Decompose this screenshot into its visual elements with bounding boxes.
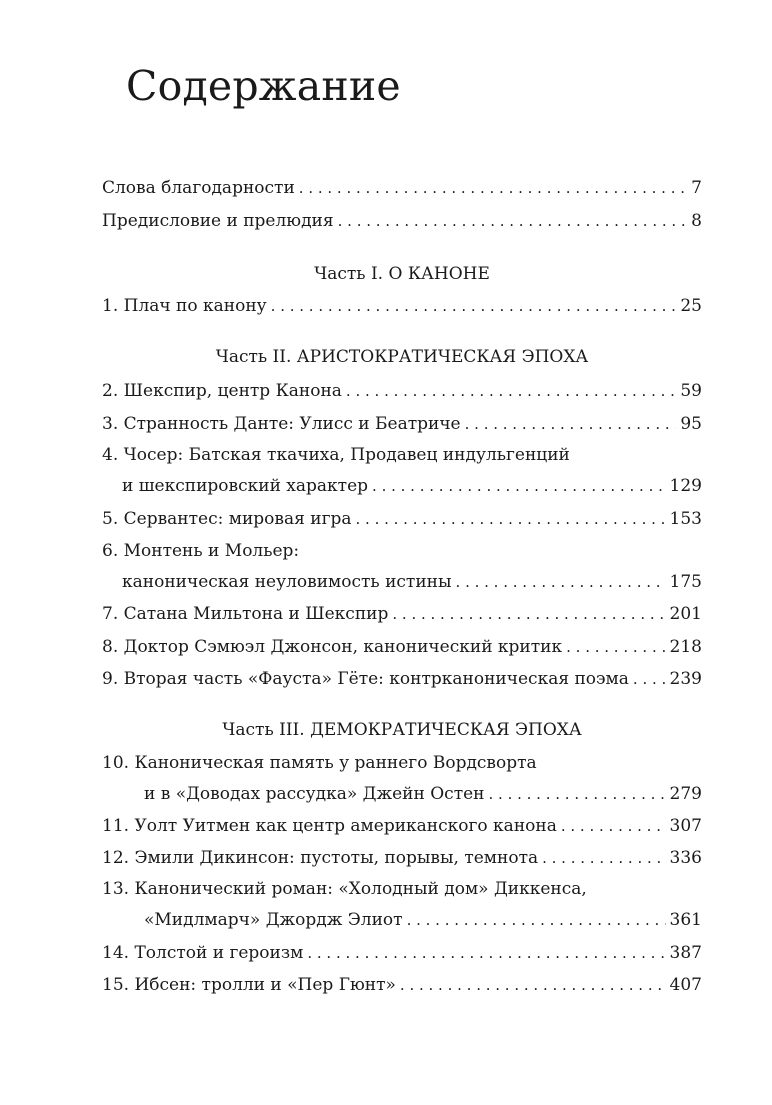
toc-entry-11[interactable] <box>102 815 702 837</box>
toc-entry-page: 387 <box>669 943 702 963</box>
toc-entry-page: 7 <box>691 178 702 198</box>
toc-entry-label: Предисловие и прелюдия <box>102 211 334 231</box>
toc-entry-page: 8 <box>691 211 702 231</box>
leader-dots <box>299 177 687 199</box>
toc-entry-page: 175 <box>669 572 702 592</box>
toc-entry-label: Слова благодарности <box>102 178 295 198</box>
toc-entry-label: 14. Толстой и героизм <box>102 943 304 963</box>
toc-entry-page: 218 <box>669 637 702 657</box>
part-heading-1: Часть I. О КАНОНЕ <box>314 264 490 284</box>
toc-entry-7[interactable] <box>102 603 702 625</box>
leader-dots <box>307 942 665 964</box>
toc-entry-label: 12. Эмили Дикинсон: пустоты, порывы, темнота <box>102 848 539 868</box>
toc-entry-page: 201 <box>669 604 702 624</box>
toc-entry-page: 129 <box>669 476 702 496</box>
leader-dots <box>489 783 666 805</box>
toc-entry-label: 9. Вторая часть «Фауста» Гёте: контрканоническая поэма <box>102 669 629 689</box>
toc-entry-4[interactable] <box>102 475 702 497</box>
toc-entry-label: и шекспировский характер <box>122 476 369 496</box>
toc-entry-label: 15. Ибсен: тролли и «Пер Гюнт» <box>102 975 396 995</box>
toc-page <box>102 0 702 1105</box>
toc-entry-page: 279 <box>669 784 702 804</box>
leader-dots <box>465 413 677 435</box>
toc-entry-9[interactable] <box>102 668 702 690</box>
toc-entry-label: 3. Странность Данте: Улисс и Беатриче <box>102 414 461 434</box>
toc-entry-6[interactable] <box>102 571 702 593</box>
toc-entry-5[interactable] <box>102 508 702 530</box>
toc-entry-2[interactable] <box>102 380 702 402</box>
toc-entry-acknowledgements[interactable] <box>102 177 702 199</box>
leader-dots <box>346 380 676 402</box>
toc-entry-page: 361 <box>669 910 702 930</box>
leader-dots <box>338 210 688 232</box>
page-title: Содержание <box>126 62 401 110</box>
toc-entry-page: 336 <box>669 848 702 868</box>
toc-entry-1[interactable] <box>102 295 702 317</box>
toc-entry-13[interactable] <box>102 909 702 931</box>
leader-dots <box>561 815 666 837</box>
toc-entry-label: каноническая неуловимость истины <box>122 572 452 592</box>
toc-entry-label: и в «Доводах рассудка» Джейн Остен <box>144 784 485 804</box>
toc-entry-preface[interactable] <box>102 210 702 232</box>
toc-entry-10-line1: 10. Каноническая память у раннего Вордсворта <box>102 753 537 773</box>
toc-entry-label: «Мидлмарч» Джордж Элиот <box>144 910 403 930</box>
toc-entry-10[interactable] <box>102 783 702 805</box>
toc-entry-label: 7. Сатана Мильтона и Шекспир <box>102 604 389 624</box>
toc-entry-label: 8. Доктор Сэмюэл Джонсон, канонический критик <box>102 637 563 657</box>
toc-entry-label: 1. Плач по канону <box>102 296 267 316</box>
leader-dots <box>566 636 665 658</box>
toc-entry-13-line1: 13. Канонический роман: «Холодный дом» Диккенса, <box>102 879 587 899</box>
leader-dots <box>400 974 666 996</box>
toc-entry-page: 153 <box>669 509 702 529</box>
leader-dots <box>372 475 666 497</box>
leader-dots <box>407 909 666 931</box>
toc-entry-12[interactable] <box>102 847 702 869</box>
leader-dots <box>356 508 666 530</box>
toc-entry-15[interactable] <box>102 974 702 996</box>
leader-dots <box>542 847 665 869</box>
toc-entry-page: 239 <box>669 669 702 689</box>
leader-dots <box>633 668 666 690</box>
toc-entry-label: 2. Шекспир, центр Канона <box>102 381 342 401</box>
toc-entry-page: 307 <box>669 816 702 836</box>
toc-entry-label: 5. Сервантес: мировая игра <box>102 509 352 529</box>
leader-dots <box>392 603 665 625</box>
leader-dots <box>271 295 677 317</box>
toc-entry-6-line1: 6. Монтень и Мольер: <box>102 541 300 561</box>
toc-entry-14[interactable] <box>102 942 702 964</box>
part-heading-2: Часть II. АРИСТОКРАТИЧЕСКАЯ ЭПОХА <box>215 347 589 367</box>
toc-entry-page: 407 <box>669 975 702 995</box>
toc-entry-label: 11. Уолт Уитмен как центр американского канона <box>102 816 557 836</box>
toc-entry-page: 59 <box>680 381 702 401</box>
toc-entry-4-line1: 4. Чосер: Батская ткачиха, Продавец индульгенций <box>102 445 570 465</box>
leader-dots <box>456 571 666 593</box>
part-heading-3: Часть III. ДЕМОКРАТИЧЕСКАЯ ЭПОХА <box>222 720 582 740</box>
toc-entry-3[interactable] <box>102 413 702 435</box>
toc-entry-page: 25 <box>680 296 702 316</box>
toc-entry-8[interactable] <box>102 636 702 658</box>
toc-entry-page: 95 <box>680 414 702 434</box>
